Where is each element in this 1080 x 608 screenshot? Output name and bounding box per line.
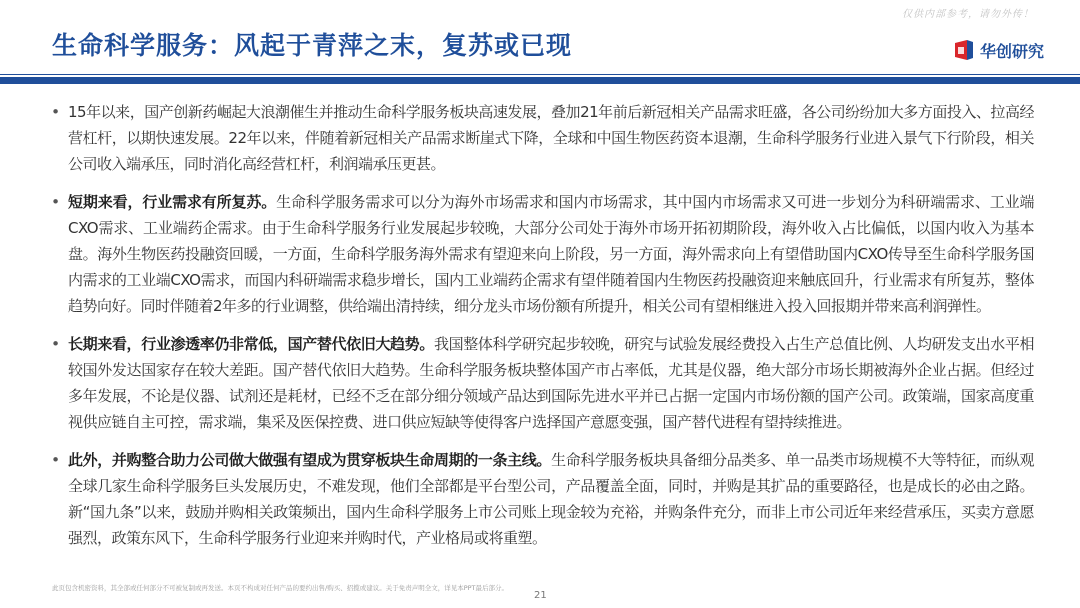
header-divider-thick bbox=[0, 77, 1080, 84]
page-title: 生命科学服务：风起于青萍之末，复苏或已现 bbox=[52, 31, 573, 60]
bullet-list bbox=[44, 99, 1034, 563]
brand-name: 华创研究 bbox=[979, 41, 1044, 61]
bullet-dot-icon: • bbox=[51, 451, 61, 469]
paragraph-text bbox=[68, 331, 1034, 435]
paragraph-text bbox=[68, 99, 1034, 177]
bullet-dot-icon: • bbox=[51, 193, 61, 211]
watermark-text: 仅供内部参考，请勿外传！ bbox=[902, 9, 1034, 20]
paragraph-body: 我国整体科学研究起步较晚，研究与试验发展经费投入占生产总值比例、人均研发支出水平相较国外发达国家存在较大差距。国产替代依旧大趋势。生命科学服务板块整体国产市占率低，尤其是仪器，绝大部分市场长期被海外企业占据。但经过多年发展，不论是仪器、试剂还是耗材，已经不乏在部分细分领域产品达到国际先进水平并已占据一定国内市场份额的国产公司。政策端，国家高度重视供应链自主可控，需求端，集采及医保控费、进口供应短缺等使得客户选择国产意愿变强，国产替代进程有望持续推进。 bbox=[68, 335, 1034, 431]
paragraph-lead: 此外，并购整合助力公司做大做强有望成为贯穿板块生命周期的一条主线。 bbox=[68, 451, 552, 469]
bullet-paragraph bbox=[44, 189, 1034, 319]
brand-logo-icon bbox=[953, 39, 975, 61]
paragraph-text bbox=[68, 189, 1034, 319]
bullet-dot-icon: • bbox=[51, 335, 61, 353]
bullet-dot-icon: • bbox=[51, 103, 61, 121]
bullet-paragraph bbox=[44, 99, 1034, 177]
paragraph-lead: 长期来看，行业渗透率仍非常低，国产替代依旧大趋势。 bbox=[68, 335, 434, 353]
bullet-paragraph bbox=[44, 447, 1034, 551]
page-number: 21 bbox=[534, 590, 547, 601]
slide-header bbox=[0, 0, 1080, 90]
paragraph-body: 15年以来，国产创新药崛起大浪潮催生并推动生命科学服务板块高速发展，叠加21年前后新冠相关产品需求旺盛，各公司纷纷加大多方面投入、拉高经营杠杆，以期快速发展。22年以来，伴随着新冠相关产品需求断崖式下降，全球和中国生物医药资本退潮，生命科学服务行业进入景气下行阶段，相关公司收入端承压，同时消化高经营杠杆，利润端承压更甚。 bbox=[68, 103, 1034, 173]
paragraph-lead: 短期来看，行业需求有所复苏。 bbox=[68, 193, 277, 211]
paragraph-body: 生命科学服务需求可以分为海外市场需求和国内市场需求，其中国内市场需求又可进一步划分为科研端需求、工业端CXO需求、工业端药企需求。由于生命科学服务行业发展起步较晚，大部分公司处于海外市场开拓初期阶段，海外收入占比偏低，以国内收入为基本盘。海外生物医药投融资回暖，一方面，生命科学服务海外需求有望迎来向上阶段，另一方面，海外需求向上有望借助国内CXO传导至生命科学服务国内需求的工业端CXO需求，而国内科研端需求稳步增长，国内工业端药企需求有望伴随着国内生物医药投融资迎来触底回升，行业需求有所复苏，整体趋势向好。同时伴随着2年多的行业调整，供给端出清持续，细分龙头市场份额有所提升，相关公司有望相继进入投入回报期并带来高利润弹性。 bbox=[68, 193, 1034, 315]
header-divider-thin bbox=[0, 74, 1080, 75]
brand-logo bbox=[953, 38, 1044, 62]
bullet-paragraph bbox=[44, 331, 1034, 435]
paragraph-body: 生命科学服务板块具备细分品类多、单一品类市场规模不大等特征，而纵观全球几家生命科学服务巨头发展历史，不难发现，他们全部都是平台型公司，产品覆盖全面，同时，并购是其扩品的重要路径，也是成长的必由之路。新“国九条”以来，鼓励并购相关政策频出，国内生命科学服务上市公司账上现金较为充裕，并购条件充分，而非上市公司近年来经营承压，买卖方意愿强烈，政策东风下，生命科学服务行业迎来并购时代，产业格局或将重塑。 bbox=[68, 451, 1034, 547]
paragraph-text bbox=[68, 447, 1034, 551]
disclaimer-note: 此页包含机密资料，其全部或任何部分不可被复制或再发送。本页不构成对任何产品的要约出售/购买、招揽或建议。关于免责声明全文，详见本PPT最后部分。 bbox=[52, 584, 508, 592]
